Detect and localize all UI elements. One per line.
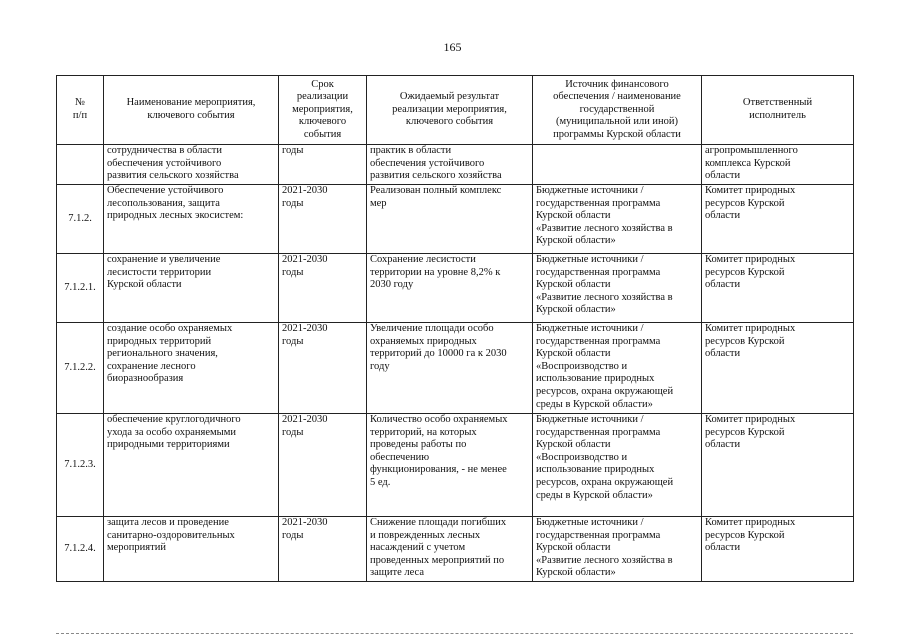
table-body [57,145,854,582]
cell-deadline: 2021-2030 годы [279,254,367,323]
cell-row-number: 7.1.2. [57,185,104,254]
table-row [57,145,854,185]
cell-expected-result: Реализован полный комплекс мер [367,185,533,254]
cell-expected-result: Сохранение лесистости территории на уровне 8,2% к 2030 году [367,254,533,323]
cell-row-number: 7.1.2.2. [57,323,104,414]
table-row [57,254,854,323]
header-event-name: Наименование мероприятия, ключевого события [104,76,279,145]
page-number: 165 [443,40,462,54]
table-row [57,185,854,254]
action-plan-table [56,75,854,582]
cell-funding-source: Бюджетные источники / государственная программа Курской области «Воспроизводство и использование природных ресурсов, охрана окружающей среды в Курской области» [533,323,702,414]
cell-responsible-executor: агропромышленного комплекса Курской области [702,145,854,185]
cell-row-number [57,145,104,185]
cell-funding-source [533,145,702,185]
cell-event-name: сохранение и увеличение лесистости территории Курской области [104,254,279,323]
cell-funding-source: Бюджетные источники / государственная программа Курской области «Воспроизводство и использование природных ресурсов, охрана окружающей среды в Курской области» [533,414,702,517]
cell-funding-source: Бюджетные источники / государственная программа Курской области «Развитие лесного хозяйства в Курской области» [533,185,702,254]
cell-responsible-executor: Комитет природных ресурсов Курской области [702,323,854,414]
cell-row-number: 7.1.2.3. [57,414,104,517]
cell-funding-source: Бюджетные источники / государственная программа Курской области «Развитие лесного хозяйства в Курской области» [533,254,702,323]
header-responsible-executor: Ответственный исполнитель [702,76,854,145]
cell-responsible-executor: Комитет природных ресурсов Курской области [702,185,854,254]
table-header-row [57,76,854,145]
cell-expected-result: Увеличение площади особо охраняемых природных территорий до 10000 га к 2030 году [367,323,533,414]
cell-event-name: создание особо охраняемых природных территорий регионального значения, сохранение лесного биоразнообразия [104,323,279,414]
header-expected-result: Ожидаемый результат реализации мероприятия, ключевого события [367,76,533,145]
cell-responsible-executor: Комитет природных ресурсов Курской области [702,414,854,517]
cell-responsible-executor: Комитет природных ресурсов Курской области [702,517,854,582]
cell-deadline: 2021-2030 годы [279,517,367,582]
header-deadline: Срок реализации мероприятия, ключевого события [279,76,367,145]
cell-expected-result: Снижение площади погибших и поврежденных лесных насаждений с учетом проведенных мероприятий по защите леса [367,517,533,582]
cell-event-name: сотрудничества в области обеспечения устойчивого развития сельского хозяйства [104,145,279,185]
bottom-rule [56,633,853,634]
header-row-number: № п/п [57,76,104,145]
cell-row-number: 7.1.2.4. [57,517,104,582]
cell-event-name: защита лесов и проведение санитарно-оздоровительных мероприятий [104,517,279,582]
table-row [57,517,854,582]
cell-funding-source: Бюджетные источники / государственная программа Курской области «Развитие лесного хозяйства в Курской области» [533,517,702,582]
cell-deadline: 2021-2030 годы [279,414,367,517]
cell-responsible-executor: Комитет природных ресурсов Курской области [702,254,854,323]
header-funding-source: Источник финансового обеспечения / наименование государственной (муниципальной или иной) программы Курской области [533,76,702,145]
cell-expected-result: Количество особо охраняемых территорий, на которых проведены работы по обеспечению функционирования, - не менее 5 ед. [367,414,533,517]
cell-expected-result: практик в области обеспечения устойчивого развития сельского хозяйства [367,145,533,185]
cell-deadline: годы [279,145,367,185]
cell-deadline: 2021-2030 годы [279,185,367,254]
cell-deadline: 2021-2030 годы [279,323,367,414]
table-row [57,414,854,517]
cell-row-number: 7.1.2.1. [57,254,104,323]
table-row [57,323,854,414]
cell-event-name: Обеспечение устойчивого лесопользования, защита природных лесных экосистем: [104,185,279,254]
cell-event-name: обеспечение круглогодичного ухода за особо охраняемыми природными территориями [104,414,279,517]
